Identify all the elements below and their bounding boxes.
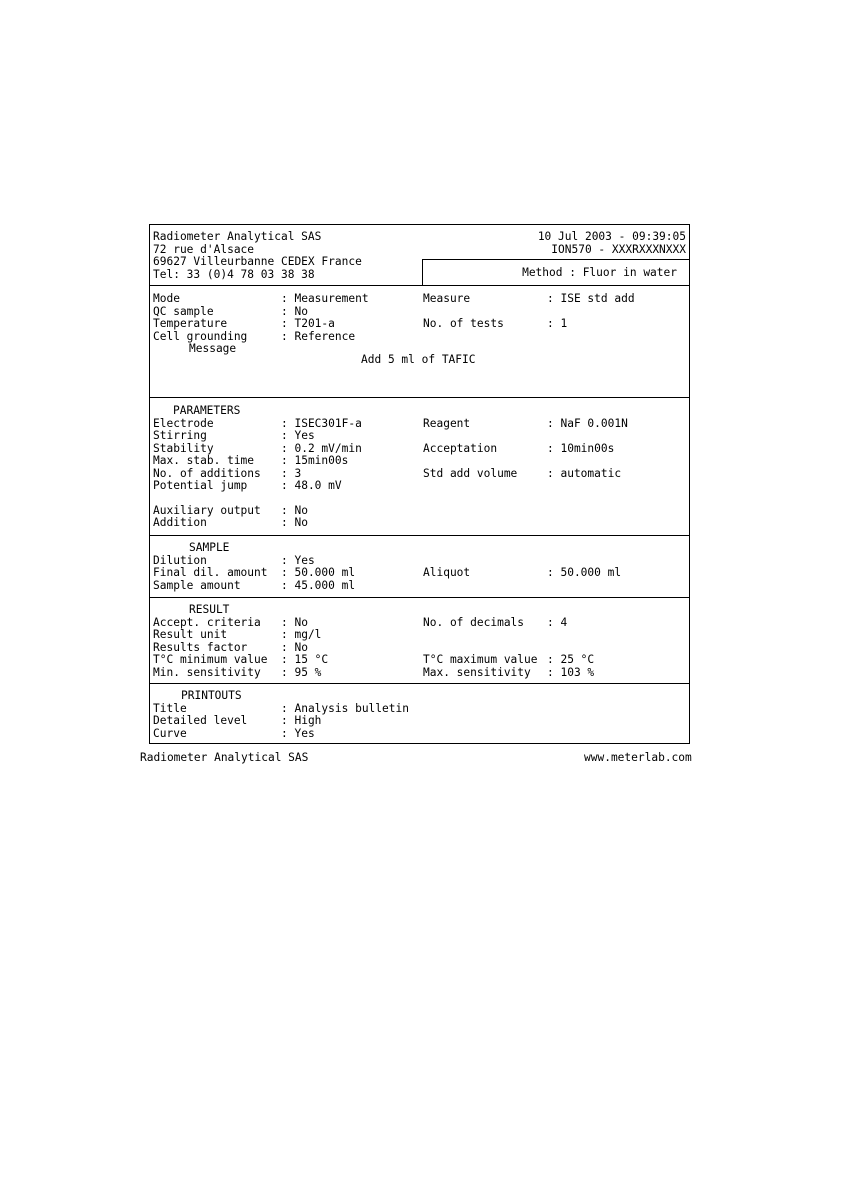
divider-sample	[150, 597, 689, 598]
date-time: 10 Jul 2003 - 09:39:05	[537, 230, 686, 243]
cell-grounding-label: Cell grounding	[153, 330, 248, 343]
results-factor-label: Results factor	[153, 641, 248, 654]
accept-criteria-label: Accept. criteria	[153, 616, 261, 629]
title-field-value: : Analysis bulletin	[281, 702, 409, 715]
aliquot-label: Aliquot	[423, 566, 471, 579]
min-sensitivity-value: : 95 %	[281, 666, 322, 679]
measure-value: : ISE std add	[547, 292, 635, 305]
aliquot-value: : 50.000 ml	[547, 566, 622, 579]
curve-value: : Yes	[281, 727, 315, 740]
no-tests-value: : 1	[547, 317, 568, 330]
auxiliary-output-label: Auxiliary output	[153, 504, 261, 517]
max-sensitivity-value: : 103 %	[547, 666, 595, 679]
auxiliary-output-value: : No	[281, 504, 308, 517]
report-frame	[149, 224, 690, 744]
t-max-value: : 25 °C	[547, 653, 595, 666]
acceptation-value: : 10min00s	[547, 442, 615, 455]
address-line-1: 72 rue d'Alsace	[153, 243, 255, 256]
max-stab-time-value: : 15min00s	[281, 454, 349, 467]
result-unit-value: : mg/l	[281, 628, 322, 641]
stability-label: Stability	[153, 442, 214, 455]
title-field-label: Title	[153, 702, 187, 715]
detailed-level-label: Detailed level	[153, 714, 248, 727]
mode-value: : Measurement	[281, 292, 369, 305]
divider-result	[150, 683, 689, 684]
qc-sample-label: QC sample	[153, 305, 214, 318]
reagent-value: : NaF 0.001N	[547, 417, 628, 430]
divider-header	[150, 285, 689, 286]
instrument-id: ION570 - XXXRXXXNXXX	[551, 243, 686, 256]
parameters-title: PARAMETERS	[173, 404, 241, 417]
potential-jump-label: Potential jump	[153, 479, 248, 492]
max-stab-time-label: Max. stab. time	[153, 454, 255, 467]
no-decimals-value: : 4	[547, 616, 568, 629]
footer-website: www.meterlab.com	[584, 751, 692, 764]
std-add-volume-value: : automatic	[547, 467, 622, 480]
divider-parameters	[150, 535, 689, 536]
result-unit-label: Result unit	[153, 628, 228, 641]
addition-value: : No	[281, 516, 308, 529]
method-name: Method : Fluor in water	[522, 266, 677, 279]
sample-title: SAMPLE	[189, 541, 230, 554]
std-add-volume-label: Std add volume	[423, 467, 518, 480]
message-label: Message	[189, 342, 237, 355]
potential-jump-value: : 48.0 mV	[281, 479, 342, 492]
cell-grounding-value: : Reference	[281, 330, 356, 343]
footer-company: Radiometer Analytical SAS	[140, 751, 309, 764]
addition-label: Addition	[153, 516, 207, 529]
method-box	[422, 259, 689, 285]
electrode-value: : ISEC301F-a	[281, 417, 362, 430]
no-decimals-label: No. of decimals	[423, 616, 525, 629]
sample-amount-value: : 45.000 ml	[281, 579, 356, 592]
mode-label: Mode	[153, 292, 180, 305]
min-sensitivity-label: Min. sensitivity	[153, 666, 261, 679]
reagent-label: Reagent	[423, 417, 471, 430]
company-name: Radiometer Analytical SAS	[153, 230, 322, 243]
divider-general	[150, 397, 689, 398]
no-additions-label: No. of additions	[153, 467, 261, 480]
curve-label: Curve	[153, 727, 187, 740]
printouts-title: PRINTOUTS	[181, 689, 242, 702]
sample-amount-label: Sample amount	[153, 579, 241, 592]
temperature-label: Temperature	[153, 317, 228, 330]
final-dil-amount-value: : 50.000 ml	[281, 566, 356, 579]
stirring-label: Stirring	[153, 429, 207, 442]
electrode-label: Electrode	[153, 417, 214, 430]
results-factor-value: : No	[281, 641, 308, 654]
dilution-value: : Yes	[281, 554, 315, 567]
measure-label: Measure	[423, 292, 471, 305]
acceptation-label: Acceptation	[423, 442, 498, 455]
address-line-2: 69627 Villeurbanne CEDEX France	[153, 255, 362, 268]
result-title: RESULT	[189, 603, 230, 616]
qc-sample-value: : No	[281, 305, 308, 318]
telephone: Tel: 33 (0)4 78 03 38 38	[153, 268, 315, 281]
temperature-value: : T201-a	[281, 317, 335, 330]
dilution-label: Dilution	[153, 554, 207, 567]
message-text: Add 5 ml of TAFIC	[361, 353, 476, 366]
accept-criteria-value: : No	[281, 616, 308, 629]
stability-value: : 0.2 mV/min	[281, 442, 362, 455]
t-min-label: T°C minimum value	[153, 653, 268, 666]
stirring-value: : Yes	[281, 429, 315, 442]
detailed-level-value: : High	[281, 714, 322, 727]
t-max-label: T°C maximum value	[423, 653, 538, 666]
t-min-value: : 15 °C	[281, 653, 329, 666]
max-sensitivity-label: Max. sensitivity	[423, 666, 531, 679]
final-dil-amount-label: Final dil. amount	[153, 566, 268, 579]
no-tests-label: No. of tests	[423, 317, 504, 330]
no-additions-value: : 3	[281, 467, 302, 480]
